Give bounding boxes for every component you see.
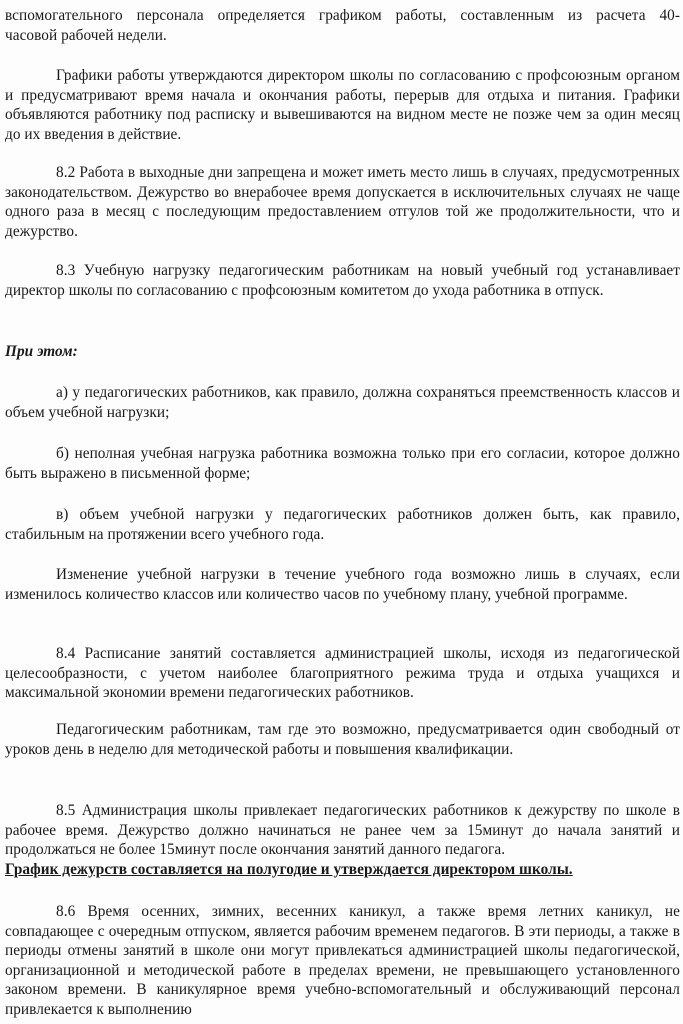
- paragraph-8-4: 8.4 Расписание занятий составляется администрацией школы, исходя из педагогической целесообразности, с учетом наиболее благоприятного режима труда и отдыха учащихся и максимальной экономии времени педагогических работников.: [5, 645, 680, 702]
- paragraph-intro-line-2: часовой рабочей недели.: [5, 26, 167, 44]
- paragraph-8-3: 8.3 Учебную нагрузку педагогическим работникам на новый учебный год устанавливает директор школы по согласованию с профсоюзным комитетом до ухода работника в отпуск.: [5, 262, 680, 299]
- paragraph-8-6: 8.6 Время осенних, зимних, весенних каникул, а также время летних каникул, не совпадающее с очередным отпуском, является рабочим временем педагогов. В эти периоды, а также в периоды отмены занятий в школе они могут привлекаться администрацией школы педагогической, организационной и методической работе в пределах времени, не превышающего установленного законом времени. В каникулярное время учебно-вспомогательный и обслуживающий персонал привлекается к выполнению: [5, 903, 680, 1018]
- list-item-a: а) у педагогических работников, как правило, должна сохраняться преемственность классов и объем учебной нагрузки;: [5, 384, 680, 421]
- paragraph-8-5-block: [5, 801, 680, 879]
- heading-pri-etom: При этом:: [5, 343, 78, 360]
- paragraph-schedules: Графики работы утверждаются директором школы по согласованию с профсоюзным органом и предусматривают время начала и окончания работы, перерыв для отдыха и питания. Графики объявляются работнику под расписку и вывешиваются на видном месте не позже чем за один месяц до их введения в действие.: [5, 67, 680, 143]
- paragraph-8-5: 8.5 Администрация школы привлекает педагогических работников к дежурству по школе в рабочее время. Дежурство должно начинаться не ранее чем за 15минут до начала занятий и продолжаться не более 15минут после окончания занятий данного педагога.: [5, 802, 680, 859]
- list-item-v: в) объем учебной нагрузки у педагогических работников должен быть, как правило, стабильным на протяжении всего учебного года.: [5, 506, 680, 543]
- paragraph-free-day: Педагогическим работникам, там где это возможно, предусматривается один свободный от уроков день в неделю для методической работы и повышения квалификации.: [5, 721, 680, 758]
- paragraph-intro: [5, 6, 680, 45]
- list-item-b: б) неполная учебная нагрузка работника возможна только при его согласии, которое должно быть выражено в письменной форме;: [5, 445, 680, 482]
- paragraph-8-2: 8.2 Работа в выходные дни запрещена и может иметь место лишь в случаях, предусмотренных законодательством. Дежурство во внерабочее время допускается в исключительных случаях не чаще одного раза в месяц с последующим предоставлением отгулов той же продолжительности, что и дежурство.: [5, 164, 680, 240]
- paragraph-8-5-bold: График дежурств составляется на полугодие и утверждается директором школы.: [5, 860, 573, 878]
- paragraph-change: Изменение учебной нагрузки в течение учебного года возможно лишь в случаях, если изменилось количество классов или количество часов по учебному плану, учебной программе.: [5, 566, 680, 603]
- paragraph-intro-line-1: вспомогательного персонала определяется графиком работы, составленным из расчета 40-: [5, 7, 680, 24]
